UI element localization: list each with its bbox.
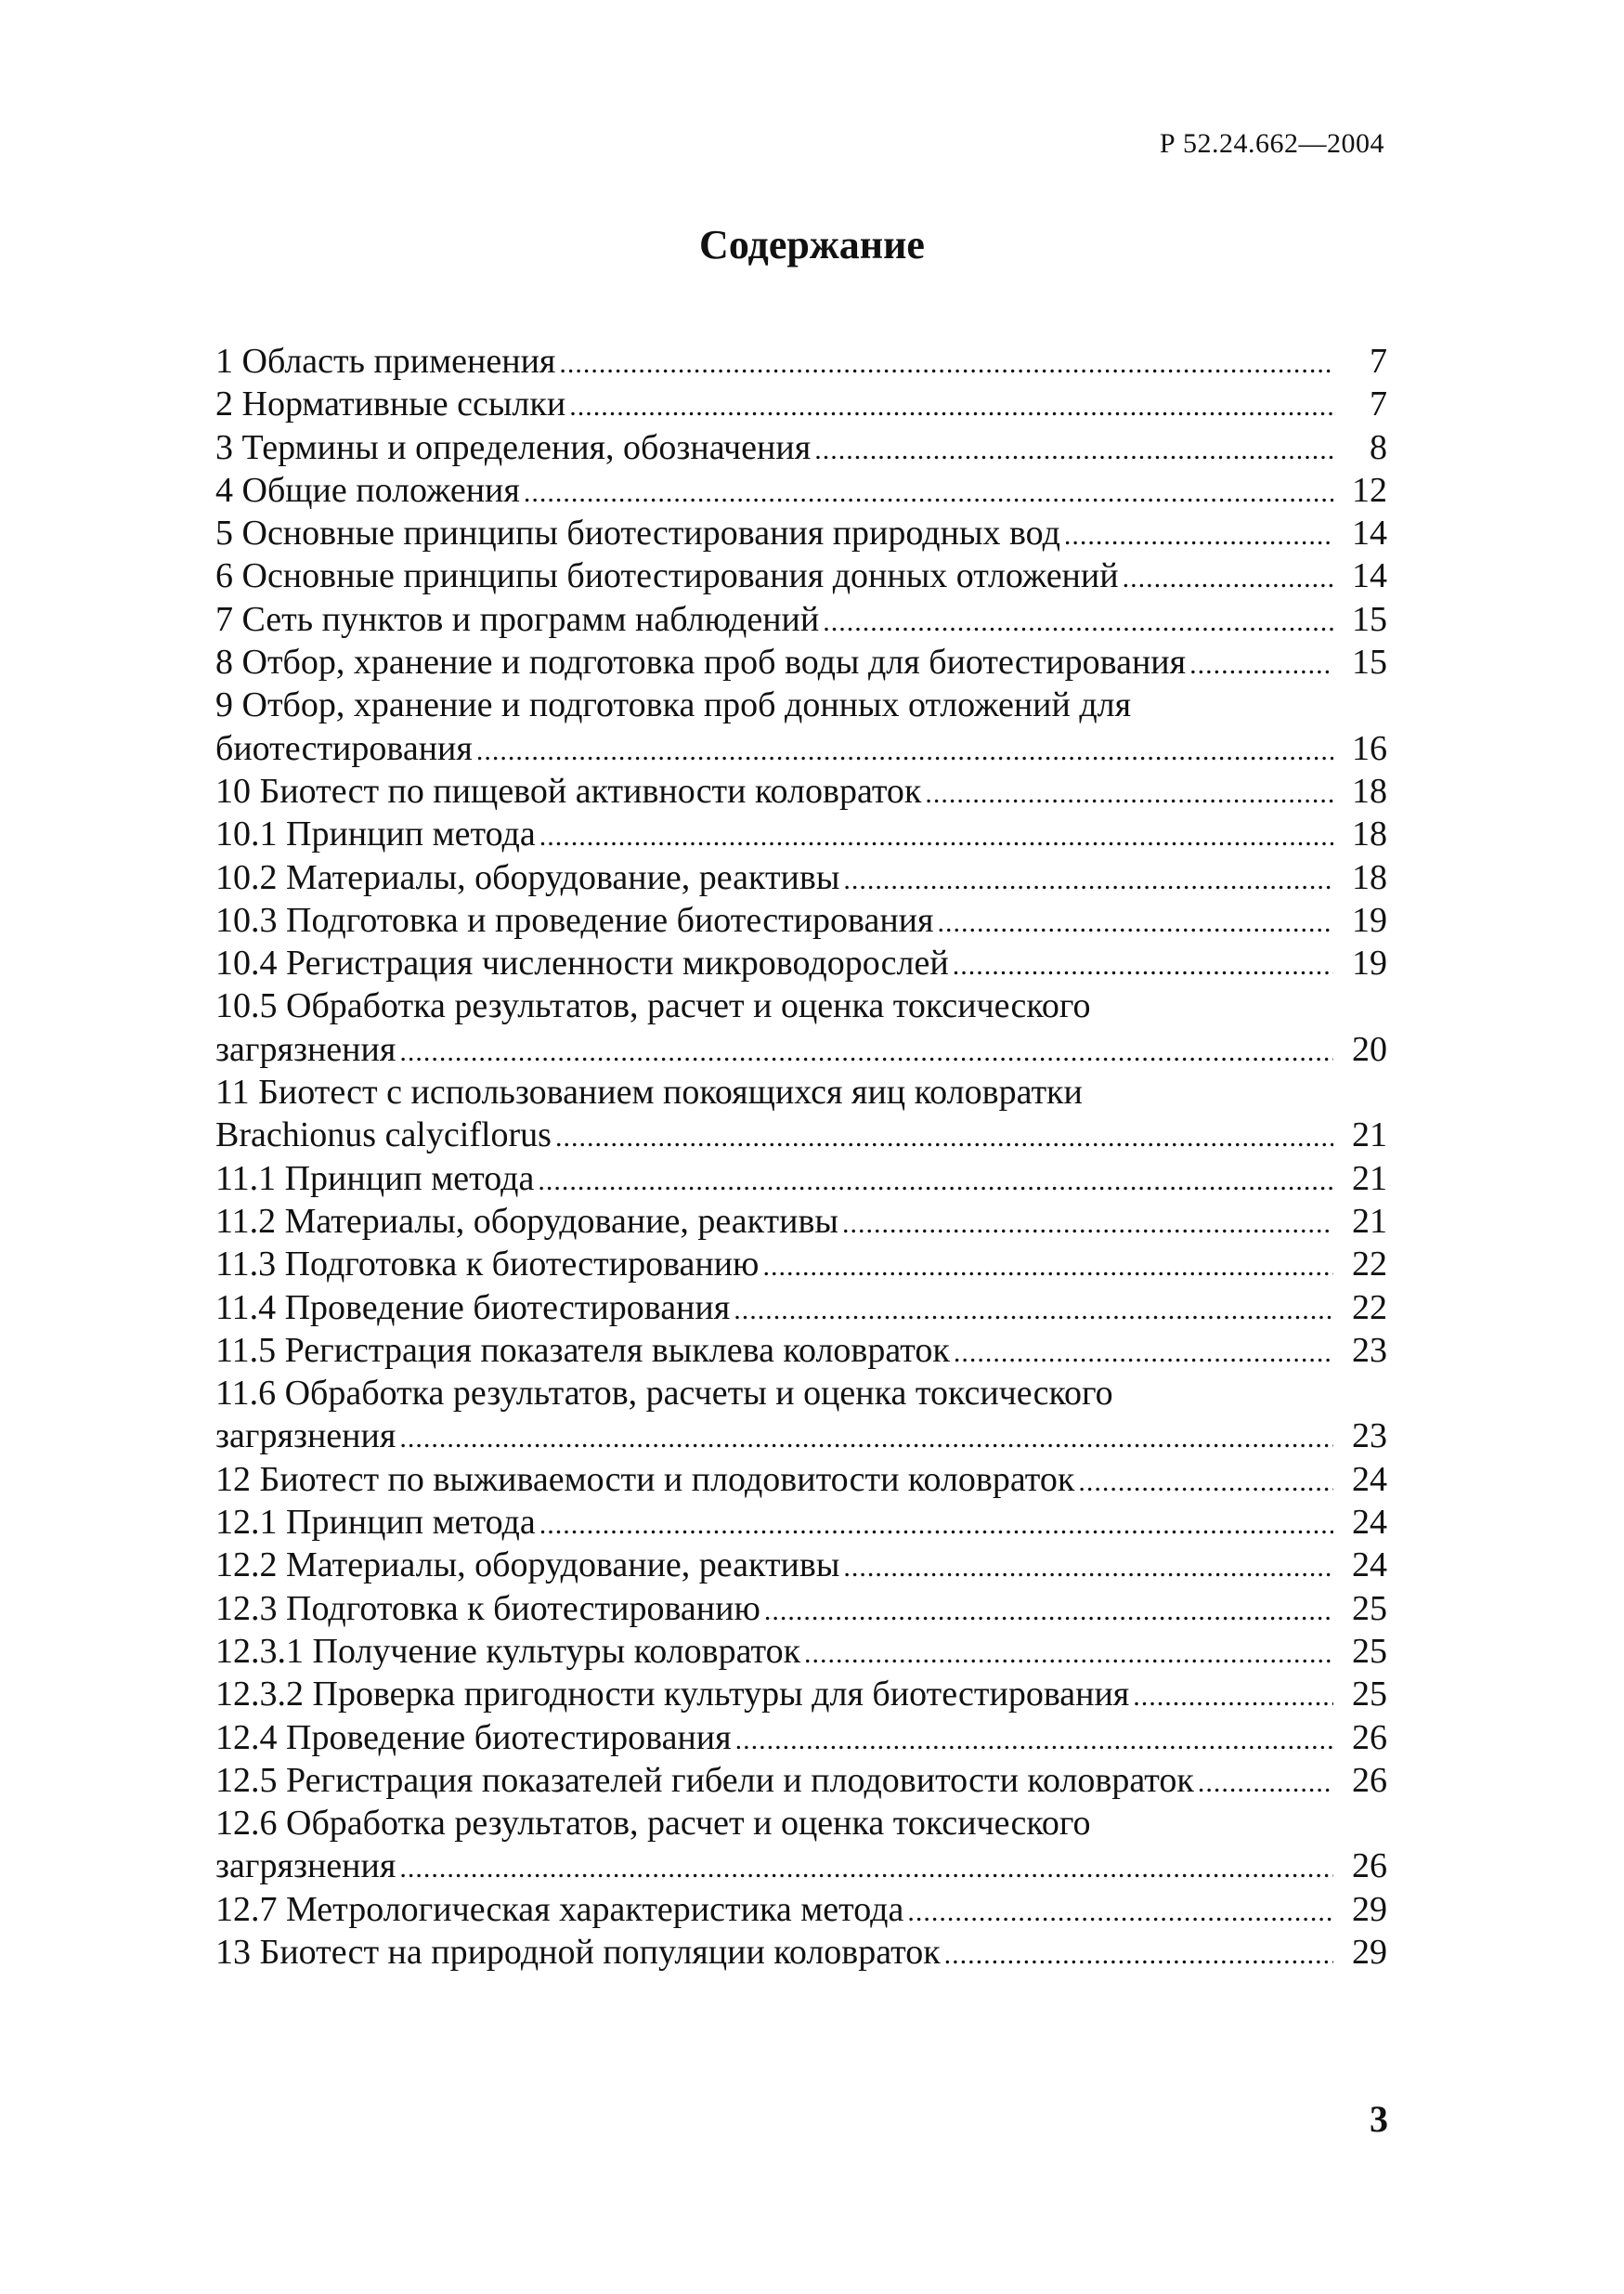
toc-entry: [215, 856, 1387, 899]
toc-entry-page: 18: [1352, 815, 1387, 854]
toc-leader-dots: [559, 343, 1333, 385]
toc-entry: [215, 598, 1387, 641]
toc-entry: [215, 469, 1387, 512]
toc-entry-title: 9 Отбор, хранение и подготовка проб донных отложений для: [215, 685, 1132, 725]
toc-entry: [215, 1200, 1387, 1243]
toc-entry-title: 10.3 Подготовка и проведение биотестирования: [215, 900, 934, 940]
toc-entry-page: 24: [1352, 1545, 1387, 1585]
toc-entry-page: 26: [1352, 1760, 1387, 1800]
toc-leader-dots: [907, 1891, 1333, 1934]
toc-leader-dots: [538, 1160, 1333, 1203]
toc-entry-title: 10 Биотест по пищевой активности коловраток: [215, 771, 922, 811]
toc-entry-page: 26: [1352, 1717, 1387, 1757]
toc-entry: [215, 1329, 1387, 1372]
toc-entry: [215, 1157, 1387, 1200]
toc-entry-title: 4 Общие положения: [215, 470, 520, 510]
toc-leader-dots: [399, 1417, 1333, 1460]
toc-leader-dots: [764, 1590, 1333, 1633]
page-number: 3: [1370, 2098, 1388, 2140]
toc-entry-title: 10.1 Принцип метода: [215, 815, 536, 854]
toc-entry-title: 12.4 Проведение биотестирования: [215, 1717, 732, 1757]
toc-entry-title: загрязнения: [215, 1416, 396, 1456]
toc-entry: [215, 684, 1387, 726]
toc-entry: [215, 1844, 1387, 1887]
toc-entry-title: 12.3.1 Получение культуры коловраток: [215, 1631, 801, 1671]
toc-leader-dots: [843, 1546, 1333, 1589]
toc-leader-dots: [1078, 1461, 1333, 1504]
toc-entry-page: 21: [1352, 1115, 1387, 1155]
toc-entry-title: загрязнения: [215, 1029, 396, 1069]
toc-entry-title: 11.4 Проведение биотестирования: [215, 1287, 731, 1327]
toc-leader-dots: [399, 1031, 1333, 1074]
toc-leader-dots: [944, 1934, 1333, 1976]
page-title: Содержание: [699, 222, 925, 267]
toc-entry-title: 3 Термины и определения, обозначения: [215, 427, 812, 467]
toc-leader-dots: [843, 859, 1333, 902]
document-code: Р 52.24.662—2004: [1159, 128, 1384, 159]
toc-leader-dots: [954, 1332, 1333, 1375]
toc-leader-dots: [734, 1289, 1333, 1332]
toc-entry-title: 12.5 Регистрация показателей гибели и плодовитости коловраток: [215, 1760, 1194, 1800]
toc-entry: [215, 1931, 1387, 1974]
toc-entry: [215, 340, 1387, 383]
toc-entry-title: 11.6 Обработка результатов, расчеты и оценка токсического: [215, 1374, 1113, 1414]
toc-entry-page: 23: [1352, 1416, 1387, 1456]
toc-entry-title: 10.4 Регистрация численности микроводорослей: [215, 944, 949, 984]
toc-entry: [215, 1759, 1387, 1802]
toc-entry-page: 25: [1352, 1588, 1387, 1628]
toc-entry-page: 19: [1352, 900, 1387, 940]
toc-leader-dots: [539, 1504, 1333, 1546]
toc-entry-title: биотестирования: [215, 728, 473, 768]
toc-entry-page: 14: [1352, 556, 1387, 596]
toc-entry: [215, 1587, 1387, 1630]
toc-leader-dots: [814, 429, 1333, 472]
toc-leader-dots: [555, 1116, 1333, 1159]
toc-leader-dots: [842, 1203, 1333, 1245]
toc-leader-dots: [1189, 644, 1333, 686]
toc-entry-title: 10.2 Материалы, оборудование, реактивы: [215, 857, 840, 897]
toc-leader-dots: [925, 773, 1333, 815]
toc-leader-dots: [762, 1245, 1333, 1288]
table-of-contents: [215, 340, 1387, 1974]
toc-entry: [215, 1888, 1387, 1931]
toc-entry-page: 7: [1370, 342, 1387, 381]
toc-entry-title: 11.1 Принцип метода: [215, 1158, 535, 1198]
toc-entry: [215, 1114, 1387, 1156]
toc-entry: [215, 942, 1387, 984]
toc-entry-title: загрязнения: [215, 1846, 396, 1886]
toc-entry-page: 24: [1352, 1503, 1387, 1543]
toc-entry: [215, 1630, 1387, 1673]
toc-entry-page: 19: [1352, 944, 1387, 984]
toc-entry: [215, 554, 1387, 597]
toc-entry-title: 11.3 Подготовка к биотестированию: [215, 1245, 760, 1284]
toc-entry: [215, 1071, 1387, 1114]
toc-entry: [215, 1544, 1387, 1586]
toc-entry: [215, 1458, 1387, 1501]
toc-leader-dots: [399, 1847, 1333, 1890]
toc-entry-title: 5 Основные принципы биотестирования природных вод: [215, 514, 1060, 554]
toc-entry-page: 18: [1352, 857, 1387, 897]
toc-entry-page: 21: [1352, 1158, 1387, 1198]
toc-entry-title: 12.7 Метрологическая характеристика метода: [215, 1889, 904, 1929]
toc-entry: [215, 1286, 1387, 1329]
toc-entry-page: 20: [1352, 1029, 1387, 1069]
toc-entry-title: 12.2 Материалы, оборудование, реактивы: [215, 1545, 840, 1585]
toc-entry: [215, 1028, 1387, 1071]
toc-entry-page: 24: [1352, 1459, 1387, 1499]
toc-entry: [215, 1243, 1387, 1285]
toc-entry: [215, 383, 1387, 425]
toc-entry-page: 16: [1352, 728, 1387, 768]
toc-entry: [215, 770, 1387, 813]
toc-entry-page: 29: [1352, 1889, 1387, 1929]
toc-entry-page: 8: [1370, 427, 1387, 467]
toc-entry: [215, 1802, 1387, 1844]
toc-leader-dots: [804, 1633, 1333, 1675]
toc-leader-dots: [937, 902, 1333, 945]
toc-leader-dots: [1133, 1675, 1333, 1718]
toc-entry-title: 12.6 Обработка результатов, расчет и оценка токсического: [215, 1804, 1091, 1844]
toc-entry-title: 6 Основные принципы биотестирования донных отложений: [215, 556, 1119, 596]
toc-entry-page: 12: [1352, 470, 1387, 510]
toc-leader-dots: [735, 1719, 1333, 1762]
toc-entry-page: 7: [1370, 385, 1387, 424]
toc-leader-dots: [524, 472, 1333, 515]
toc-leader-dots: [539, 815, 1333, 858]
toc-entry-page: 22: [1352, 1245, 1387, 1284]
toc-entry-page: 15: [1352, 643, 1387, 683]
toc-leader-dots: [1123, 557, 1333, 600]
toc-entry: [215, 813, 1387, 855]
toc-leader-dots: [953, 945, 1333, 987]
toc-leader-dots: [1198, 1762, 1333, 1805]
toc-entry-page: 22: [1352, 1287, 1387, 1327]
toc-entry-page: 14: [1352, 514, 1387, 554]
toc-entry-title: 12 Биотест по выживаемости и плодовитости коловраток: [215, 1459, 1075, 1499]
toc-entry-title: 11.2 Материалы, оборудование, реактивы: [215, 1201, 838, 1241]
toc-entry-title: 10.5 Обработка результатов, расчет и оценка токсического: [215, 986, 1091, 1026]
toc-entry-title: 11.5 Регистрация показателя выклева коловраток: [215, 1330, 950, 1370]
toc-entry-title: 8 Отбор, хранение и подготовка проб воды для биотестирования: [215, 643, 1187, 683]
toc-leader-dots: [1064, 515, 1333, 557]
toc-entry-title: 7 Сеть пунктов и программ наблюдений: [215, 599, 820, 639]
toc-entry-page: 15: [1352, 599, 1387, 639]
toc-entry: [215, 1414, 1387, 1457]
toc-entry-page: 25: [1352, 1631, 1387, 1671]
toc-entry: [215, 899, 1387, 942]
toc-entry-title: 12.3 Подготовка к биотестированию: [215, 1588, 760, 1628]
toc-entry: [215, 512, 1387, 554]
toc-entry-page: 25: [1352, 1675, 1387, 1714]
toc-entry-title: 13 Биотест на природной популяции коловраток: [215, 1932, 941, 1972]
toc-entry: [215, 426, 1387, 469]
toc-entry-page: 29: [1352, 1932, 1387, 1972]
toc-entry-page: 23: [1352, 1330, 1387, 1370]
toc-entry: [215, 984, 1387, 1027]
toc-entry-title: 11 Биотест с использованием покоящихся яиц коловратки: [215, 1073, 1083, 1113]
toc-entry-page: 18: [1352, 771, 1387, 811]
toc-entry: [215, 1501, 1387, 1544]
toc-entry: [215, 727, 1387, 770]
toc-entry-title: 12.1 Принцип метода: [215, 1503, 536, 1543]
toc-entry: [215, 1716, 1387, 1759]
toc-entry-page: 21: [1352, 1201, 1387, 1241]
toc-entry: [215, 1673, 1387, 1715]
toc-entry-title: 1 Область применения: [215, 342, 556, 381]
toc-entry-page: 26: [1352, 1846, 1387, 1886]
toc-entry: [215, 1372, 1387, 1414]
toc-entry: [215, 641, 1387, 684]
toc-entry-title: 2 Нормативные ссылки: [215, 385, 566, 424]
toc-entry-title: Brachionus calyciflorus: [215, 1115, 552, 1155]
toc-leader-dots: [476, 730, 1333, 773]
toc-leader-dots: [823, 601, 1333, 644]
toc-leader-dots: [569, 385, 1333, 428]
toc-entry-title: 12.3.2 Проверка пригодности культуры для биотестирования: [215, 1675, 1130, 1714]
